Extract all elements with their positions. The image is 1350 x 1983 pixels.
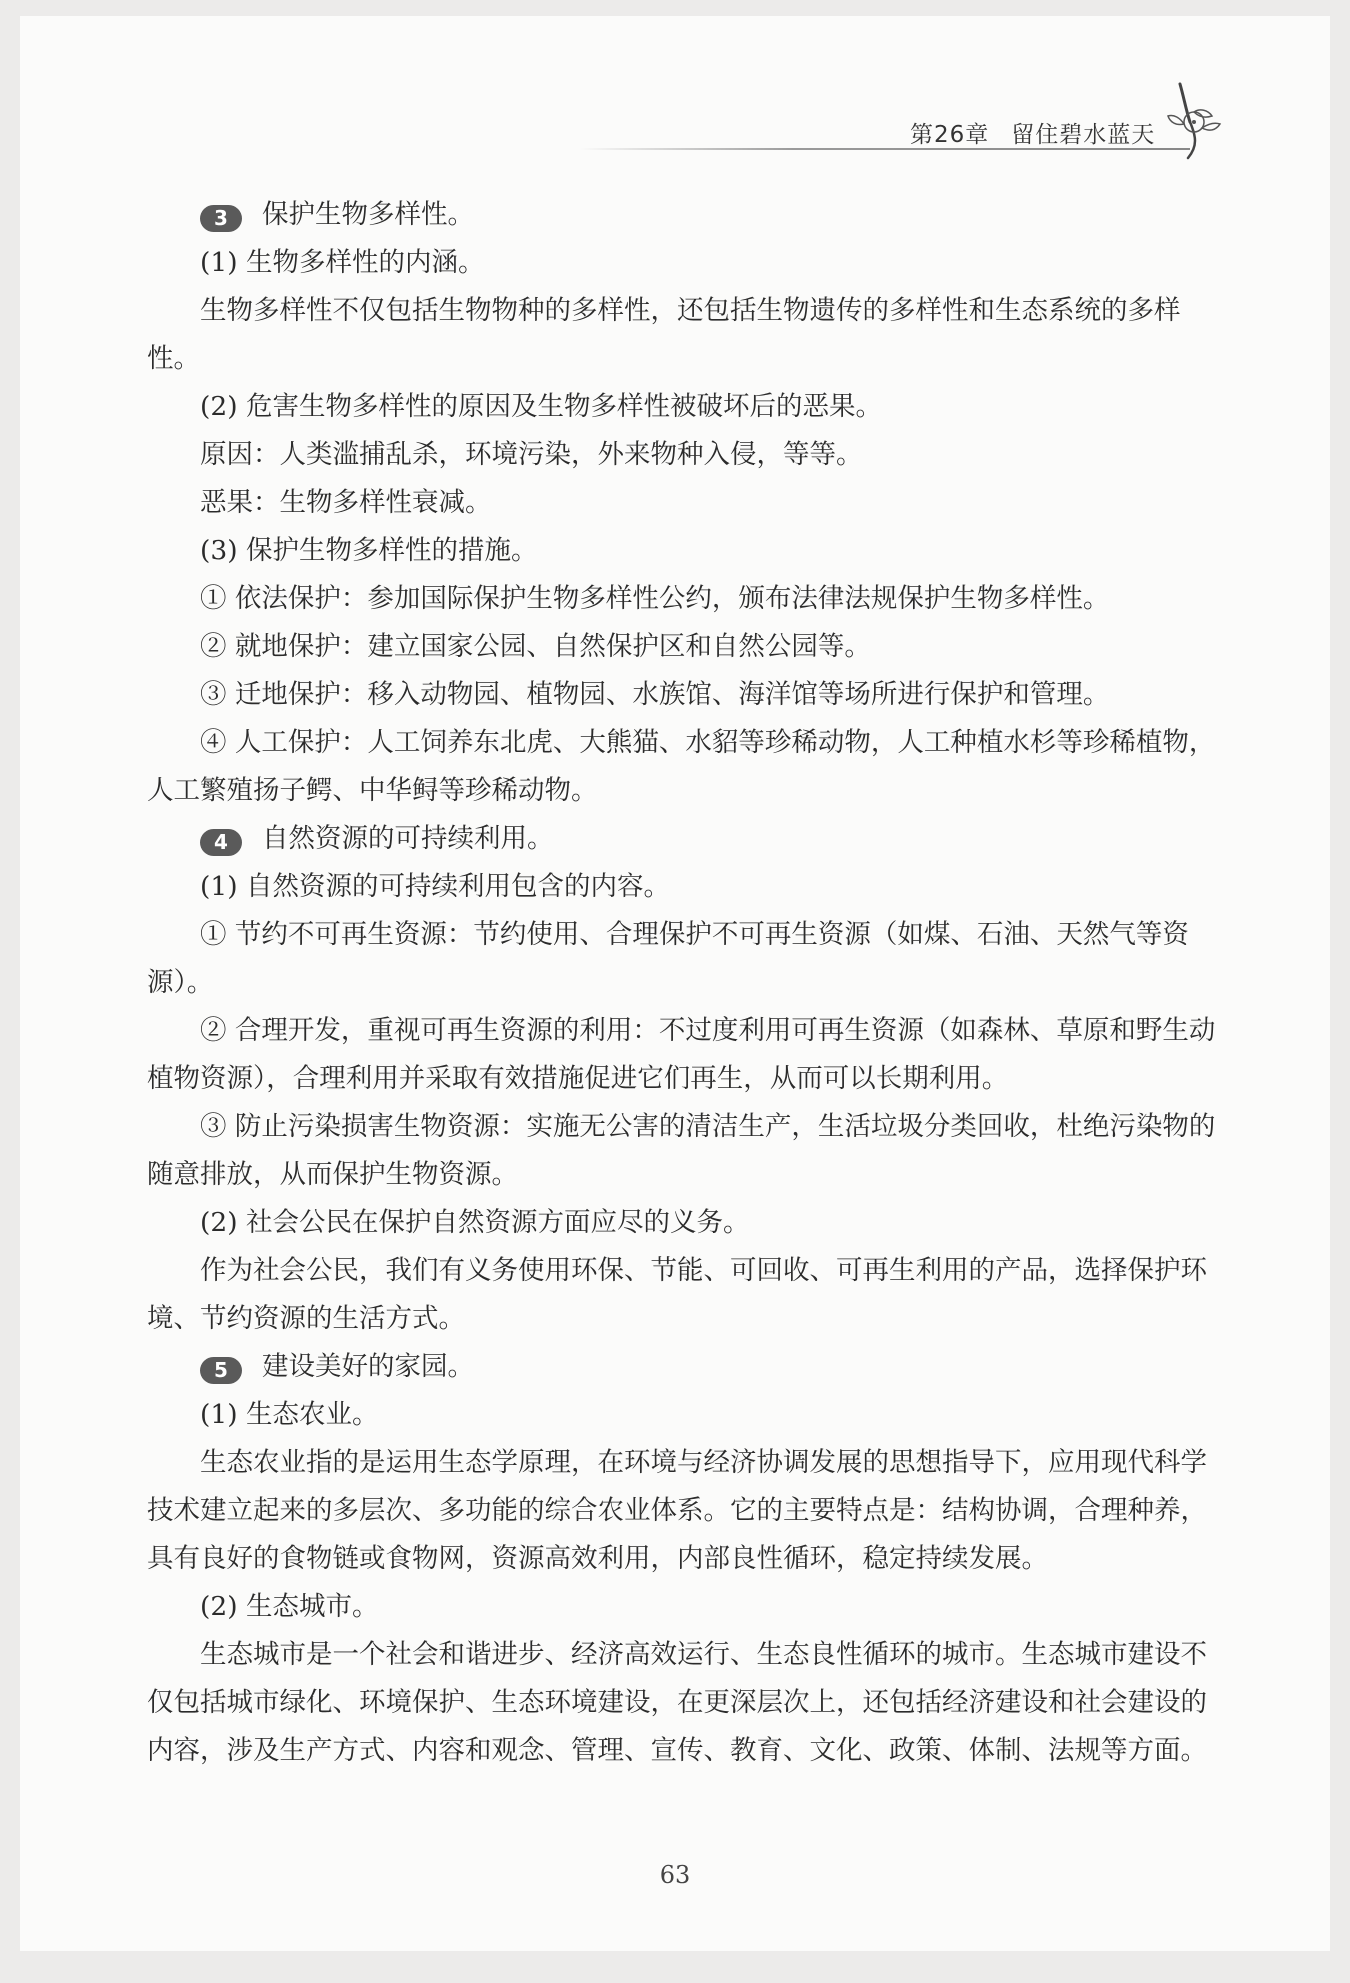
subheading: (1) 生态农业。: [200, 1399, 379, 1430]
book-page: [20, 16, 1330, 1951]
subheading: 原因：人类滥捕乱杀，环境污染，外来物种入侵，等等。: [200, 439, 863, 470]
section-heading: [147, 1343, 1223, 1391]
subheading: (1) 生物多样性的内涵。: [200, 247, 485, 278]
chapter-number: 第26章: [910, 122, 990, 148]
page-number: 63: [659, 1861, 691, 1889]
subheading: (2) 社会公民在保护自然资源方面应尽的义务。: [200, 1207, 750, 1238]
section-heading: [147, 815, 1223, 863]
subheading: (2) 生态城市。: [200, 1591, 379, 1622]
subheading: ③ 迁地保护：移入动物园、植物园、水族馆、海洋馆等场所进行保护和管理。: [200, 679, 1110, 710]
section-number-badge: 4: [200, 829, 242, 856]
subheading: (1) 自然资源的可持续利用包含的内容。: [200, 871, 670, 902]
section-heading: [147, 191, 1223, 239]
paragraph: ③ 防止污染损害生物资源：实施无公害的清洁生产，生活垃圾分类回收，杜绝污染物的随意排放，从而保护生物资源。: [147, 1111, 1216, 1190]
section-heading-text: 自然资源的可持续利用。: [262, 823, 554, 854]
subheading: ② 就地保护：建立国家公园、自然保护区和自然公园等。: [200, 631, 871, 662]
subheading: 恶果：生物多样性衰减。: [200, 487, 492, 518]
section-heading-text: 建设美好的家园。: [262, 1351, 474, 1382]
subheading: (2) 危害生物多样性的原因及生物多样性被破坏后的恶果。: [200, 391, 882, 422]
paragraph: 生态城市是一个社会和谐进步、经济高效运行、生态良性循环的城市。生态城市建设不仅包括城市绿化、环境保护、生态环境建设，在更深层次上，还包括经济建设和社会建设的内容，涉及生产方式、内容和观念、管理、宣传、教育、文化、政策、体制、法规等方面。: [147, 1639, 1207, 1766]
subheading: (3) 保护生物多样性的措施。: [200, 535, 538, 566]
section-heading-text: 保护生物多样性。: [262, 199, 474, 230]
subheading: ① 依法保护：参加国际保护生物多样性公约，颁布法律法规保护生物多样性。: [200, 583, 1110, 614]
paragraph: 生物多样性不仅包括生物物种的多样性，还包括生物遗传的多样性和生态系统的多样性。: [147, 295, 1181, 374]
body-text: [147, 191, 1223, 1775]
paragraph: 作为社会公民，我们有义务使用环保、节能、可回收、可再生利用的产品，选择保护环境、节约资源的生活方式。: [147, 1255, 1207, 1334]
header-rule: [580, 148, 1190, 150]
paragraph: ② 合理开发，重视可再生资源的利用：不过度利用可再生资源（如森林、草原和野生动植物资源），合理利用并采取有效措施促进它们再生，从而可以长期利用。: [147, 1015, 1216, 1094]
paragraph: ④ 人工保护：人工饲养东北虎、大熊猫、水貂等珍稀动物，人工种植水杉等珍稀植物，人工繁殖扬子鳄、中华鲟等珍稀动物。: [147, 727, 1216, 806]
section-number-badge: 5: [200, 1357, 242, 1384]
section-number-badge: 3: [200, 205, 242, 232]
paragraph: 生态农业指的是运用生态学原理，在环境与经济协调发展的思想指导下，应用现代科学技术建立起来的多层次、多功能的综合农业体系。它的主要特点是：结构协调，合理种养，具有良好的食物链或食物网，资源高效利用，内部良性循环，稳定持续发展。: [147, 1447, 1207, 1574]
chapter-title: 留住碧水蓝天: [1011, 122, 1156, 148]
running-header: [910, 116, 1155, 149]
paragraph: ① 节约不可再生资源：节约使用、合理保护不可再生资源（如煤、石油、天然气等资源）。: [147, 919, 1189, 998]
